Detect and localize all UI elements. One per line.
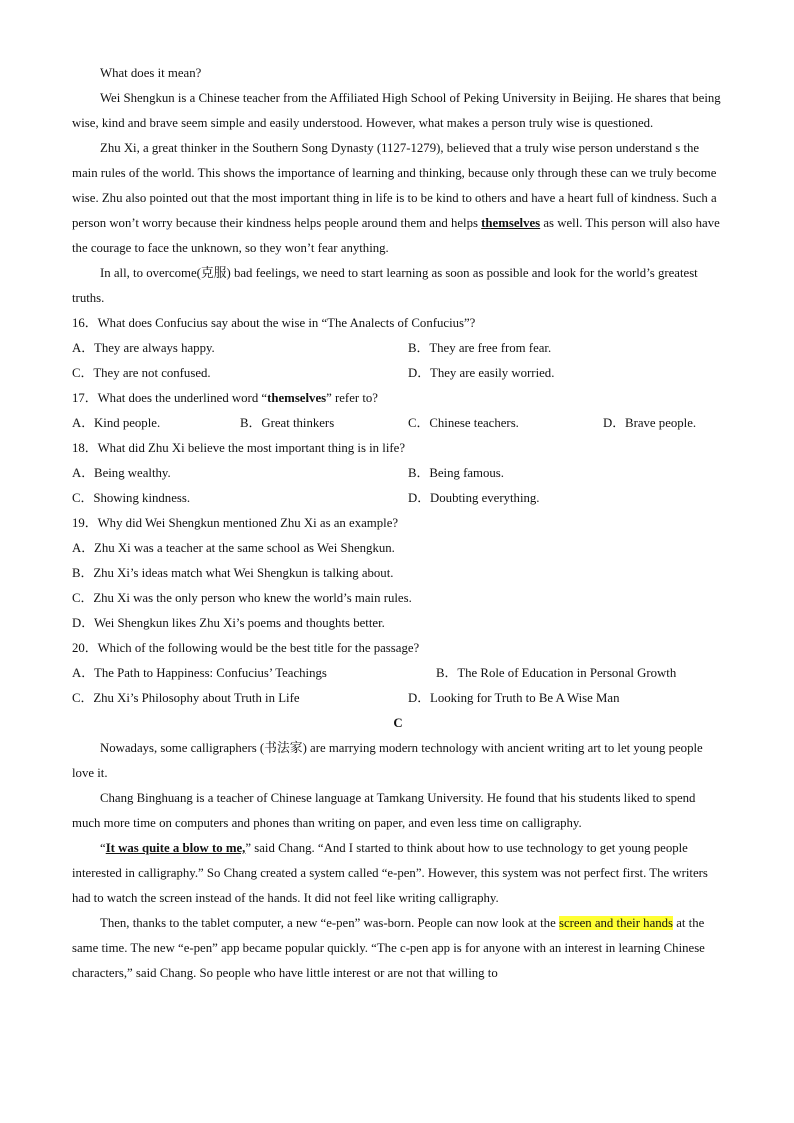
quote-mark: “	[100, 841, 106, 855]
question-16-options-row	[72, 336, 724, 361]
passage-c-paragraph: Chang Binghuang is a teacher of Chinese language at Tamkang University. He found that his students liked to spend much more time on computers and phones than writing on paper, and even less time on calligraphy.	[72, 791, 696, 830]
question-20-stem: 20．Which of the following would be the best title for the passage?	[72, 641, 420, 655]
question-18-options-row	[72, 461, 724, 486]
option-b: B．They are free from fear.	[408, 341, 552, 355]
option-b: B．The Role of Education in Personal Growth	[436, 666, 677, 680]
passage-c-paragraph	[72, 911, 724, 986]
option-b: B．Great thinkers	[240, 416, 335, 430]
question-16-options-row	[72, 361, 724, 386]
passage-b-paragraph: What does it mean?	[100, 66, 202, 80]
option-d: D．Looking for Truth to Be A Wise Man	[408, 691, 620, 705]
option-b: B．Being famous.	[408, 466, 504, 480]
question-16-stem: 16．What does Confucius say about the wise in “The Analects of Confucius”?	[72, 316, 476, 330]
option-a: A．Zhu Xi was a teacher at the same school as Wei Shengkun.	[72, 541, 395, 555]
paragraph-text: as well. This person will also have the courage to face the unknown, so they won’t fear anything.	[72, 216, 720, 255]
question-20-options-row	[72, 686, 724, 711]
underlined-phrase: It was quite a blow to me,	[105, 841, 246, 855]
passage-c-paragraph: Nowadays, some calligraphers (书法家) are marrying modern technology with ancient writing art to let young people love it.	[72, 741, 703, 780]
paragraph-text: ” said Chang. “And I started to think about how to use technology to get young people interested in calligraphy.” So Chang created a system called “e-pen”. However, this system was not perfect first. The writers had to watch the screen instead of the hands. It did not feel like writing calligraphy.	[72, 841, 708, 905]
passage-c-heading: C	[393, 716, 403, 730]
question-text: ” refer to?	[326, 391, 378, 405]
option-d: D．Brave people.	[603, 416, 697, 430]
option-d: D．Doubting everything.	[408, 491, 540, 505]
option-d: D．They are easily worried.	[408, 366, 555, 380]
option-d: D．Wei Shengkun likes Zhu Xi’s poems and thoughts better.	[72, 616, 385, 630]
paragraph-text: Then, thanks to the tablet computer, a new “e-pen” was-born. People can now look at the	[100, 916, 559, 930]
paragraph-text: at the same time. The new “e-pen” app became popular quickly. “The c-pen app is for anyone with an interest in learning Chinese characters,” said Chang. So people who have little interest or are not that willing to	[72, 916, 705, 980]
highlighted-phrase: screen and their hands	[558, 916, 674, 930]
passage-b-paragraph	[72, 136, 724, 261]
option-a: A．The Path to Happiness: Confucius’ Teachings	[72, 666, 327, 680]
question-17-options-row	[72, 411, 724, 436]
question-18-stem: 18．What did Zhu Xi believe the most important thing is in life?	[72, 441, 406, 455]
paragraph-text: Zhu Xi, a great thinker in the Southern Song Dynasty (1127-1279), believed that a truly wise person understand s the main rules of the world. This shows the importance of learning and thinking, because only through these can we truly become wise. Zhu also pointed out that the most important thing in life is to be kind to others and have a heart full of kindness. Such a person won’t worry because their kindness helps people around them and helps	[72, 141, 717, 230]
option-b: B．Zhu Xi’s ideas match what Wei Shengkun is talking about.	[72, 566, 394, 580]
question-text: 17．What does the underlined word “	[72, 391, 268, 405]
option-a: A．Being wealthy.	[72, 466, 171, 480]
question-18-options-row	[72, 486, 724, 511]
underlined-word-themselves: themselves	[481, 216, 541, 230]
question-20-options-row	[72, 661, 724, 686]
option-c: C．Zhu Xi’s Philosophy about Truth in Life	[72, 691, 300, 705]
option-a: A．Kind people.	[72, 416, 161, 430]
option-a: A．They are always happy.	[72, 341, 215, 355]
passage-c-paragraph	[72, 836, 724, 911]
document-content	[72, 61, 724, 986]
option-c: C．Chinese teachers.	[408, 416, 519, 430]
question-keyword: themselves	[267, 391, 327, 405]
option-c: C．Showing kindness.	[72, 491, 191, 505]
option-c: C．They are not confused.	[72, 366, 211, 380]
option-c: C．Zhu Xi was the only person who knew the world’s main rules.	[72, 591, 412, 605]
passage-b-paragraph: In all, to overcome(克服) bad feelings, we need to start learning as soon as possible and look for the world’s greatest truths.	[72, 266, 698, 305]
question-19-stem: 19．Why did Wei Shengkun mentioned Zhu Xi as an example?	[72, 516, 399, 530]
question-17-stem	[72, 386, 724, 411]
passage-b-paragraph: Wei Shengkun is a Chinese teacher from the Affiliated High School of Peking University in Beijing. He shares that being wise, kind and brave seem simple and easily understood. However, what makes a person truly wise is questioned.	[72, 91, 721, 130]
